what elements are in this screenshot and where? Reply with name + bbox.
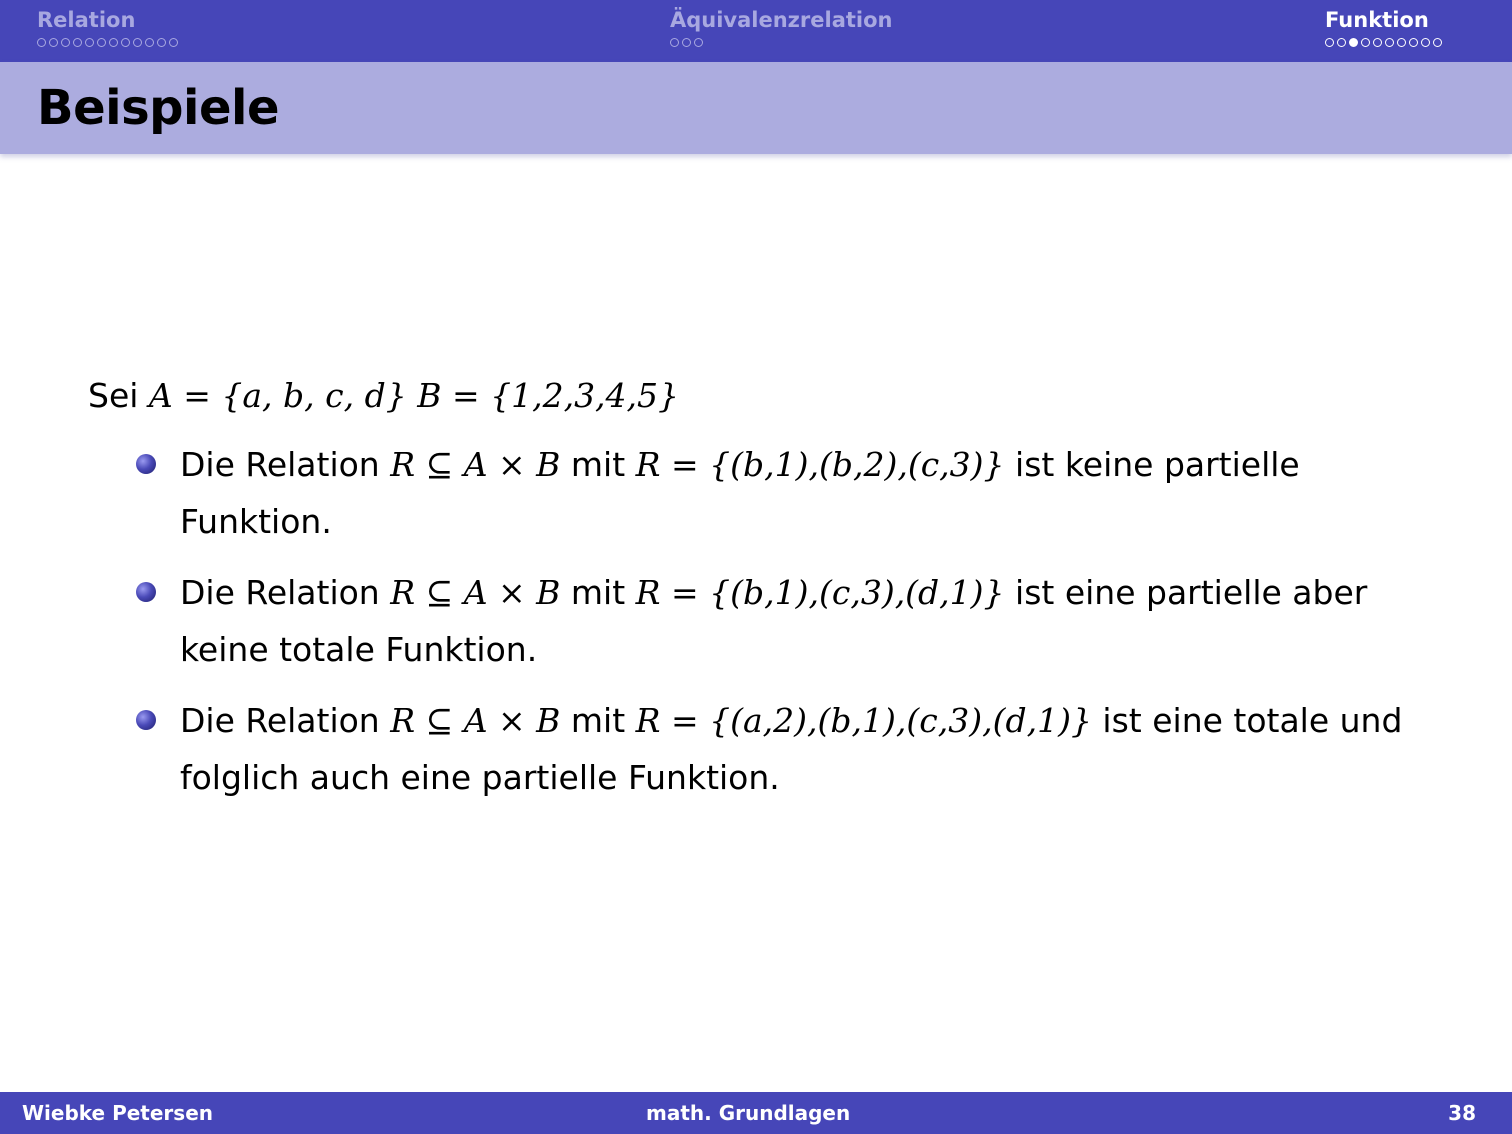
slide-dot[interactable] bbox=[1325, 38, 1334, 47]
bullet-icon bbox=[136, 710, 156, 730]
list-item bbox=[88, 436, 1448, 550]
item-text: mit bbox=[560, 701, 636, 740]
slide-content bbox=[88, 368, 1448, 820]
slide-dot[interactable] bbox=[682, 38, 691, 47]
example-list bbox=[88, 436, 1448, 806]
slide-dot[interactable] bbox=[1397, 38, 1406, 47]
relation-formula: R ⊆ A × B bbox=[390, 573, 561, 612]
set-b-definition: B = {1,2,3,4,5} bbox=[417, 376, 680, 415]
slide-dot[interactable] bbox=[1385, 38, 1394, 47]
item-text: Die Relation bbox=[180, 573, 391, 612]
slide-dot[interactable] bbox=[1361, 38, 1370, 47]
nav-section-label[interactable]: Funktion bbox=[1325, 8, 1429, 32]
relation-set: R = {(b,1),(c,3),(d,1)} bbox=[635, 573, 1005, 612]
slide-dot[interactable] bbox=[97, 38, 106, 47]
intro-prefix: Sei bbox=[88, 376, 149, 415]
nav-section-label[interactable]: Relation bbox=[37, 8, 136, 32]
item-text: ist keine partielle Funktion. bbox=[180, 445, 1300, 541]
item-text: mit bbox=[560, 573, 636, 612]
slide-dot[interactable] bbox=[1373, 38, 1382, 47]
slide-dot[interactable] bbox=[37, 38, 46, 47]
current-slide-dot[interactable] bbox=[1349, 38, 1358, 47]
footer-page-number: 38 bbox=[1448, 1101, 1476, 1125]
nav-slide-dots bbox=[1325, 38, 1442, 50]
list-item bbox=[88, 692, 1448, 806]
slide-dot[interactable] bbox=[670, 38, 679, 47]
frame-title: Beispiele bbox=[37, 80, 280, 136]
item-text: ist eine totale und folglich auch eine partielle Funktion. bbox=[180, 701, 1403, 797]
slide-dot[interactable] bbox=[73, 38, 82, 47]
frame-title-bar bbox=[0, 62, 1512, 154]
slide-dot[interactable] bbox=[1433, 38, 1442, 47]
slide-dot[interactable] bbox=[1409, 38, 1418, 47]
bullet-icon bbox=[136, 454, 156, 474]
item-text: ist eine partielle aber keine totale Funktion. bbox=[180, 573, 1368, 669]
relation-formula: R ⊆ A × B bbox=[390, 701, 561, 740]
footer-author: Wiebke Petersen bbox=[22, 1101, 214, 1125]
slide-dot[interactable] bbox=[694, 38, 703, 47]
nav-section-relation[interactable] bbox=[37, 6, 178, 50]
slide-dot[interactable] bbox=[121, 38, 130, 47]
relation-set: R = {(b,1),(b,2),(c,3)} bbox=[635, 445, 1005, 484]
list-item bbox=[88, 564, 1448, 678]
footer-bar bbox=[0, 1092, 1512, 1134]
slide-dot[interactable] bbox=[61, 38, 70, 47]
bullet-icon bbox=[136, 582, 156, 602]
section-navigation bbox=[0, 0, 1512, 62]
relation-formula: R ⊆ A × B bbox=[390, 445, 561, 484]
nav-slide-dots bbox=[670, 38, 893, 50]
slide-dot[interactable] bbox=[1337, 38, 1346, 47]
footer-topic: math. Grundlagen bbox=[646, 1101, 851, 1125]
slide-dot[interactable] bbox=[1421, 38, 1430, 47]
slide-dot[interactable] bbox=[157, 38, 166, 47]
nav-section-funktion[interactable] bbox=[1325, 6, 1442, 50]
slide-dot[interactable] bbox=[85, 38, 94, 47]
item-text: Die Relation bbox=[180, 701, 391, 740]
item-text: mit bbox=[560, 445, 636, 484]
item-text: Die Relation bbox=[180, 445, 391, 484]
nav-section-aequivalenzrelation[interactable] bbox=[670, 6, 893, 50]
intro-line bbox=[88, 368, 1448, 424]
relation-set: R = {(a,2),(b,1),(c,3),(d,1)} bbox=[635, 701, 1092, 740]
set-a-definition: A = {a, b, c, d} bbox=[148, 376, 407, 415]
slide-dot[interactable] bbox=[49, 38, 58, 47]
slide-dot[interactable] bbox=[133, 38, 142, 47]
slide-dot[interactable] bbox=[145, 38, 154, 47]
slide-dot[interactable] bbox=[109, 38, 118, 47]
slide-dot[interactable] bbox=[169, 38, 178, 47]
nav-section-label[interactable]: Äquivalenzrelation bbox=[670, 8, 893, 32]
nav-slide-dots bbox=[37, 38, 178, 50]
